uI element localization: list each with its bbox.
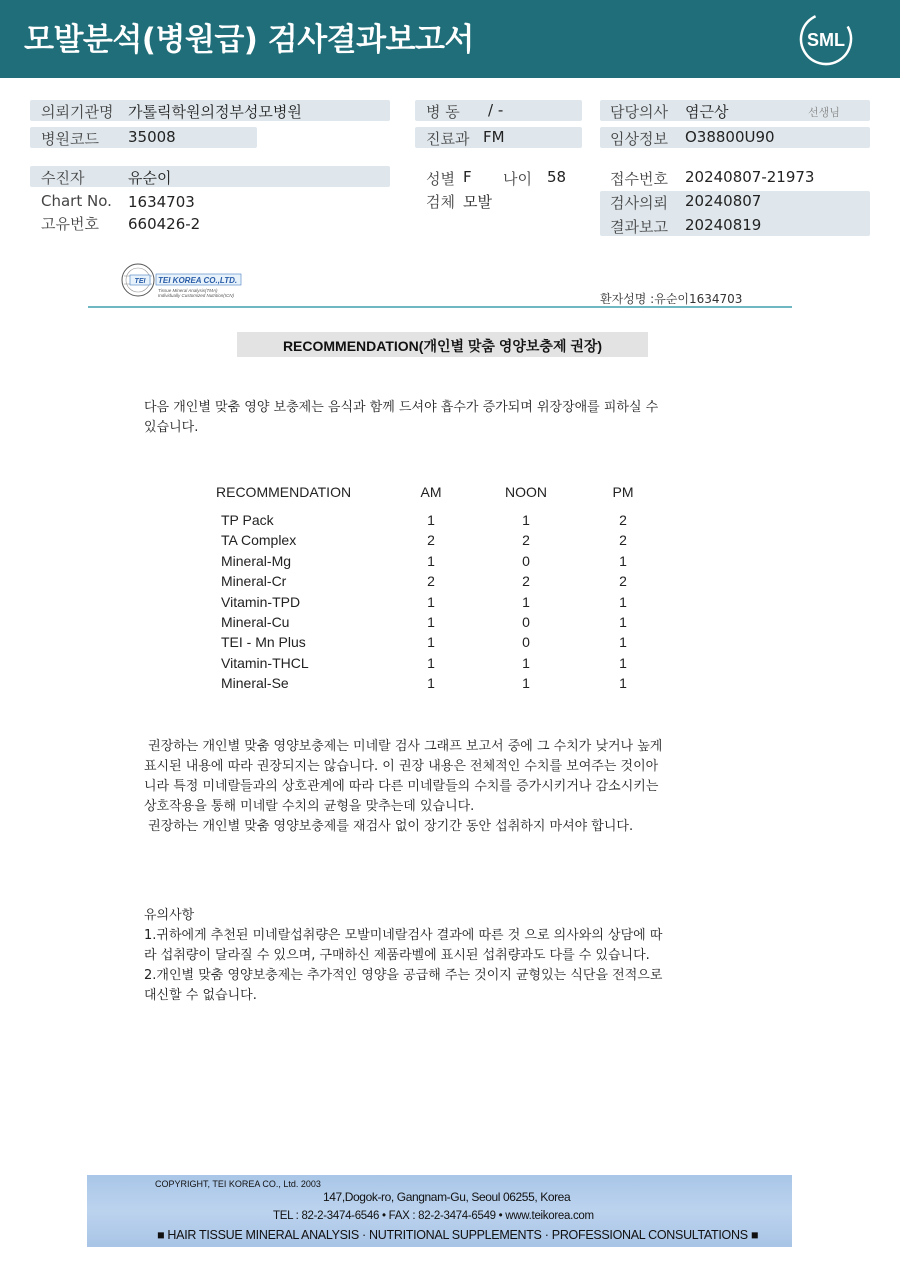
note-line: 권장하는 개인별 맞춤 영양보충제를 재검사 없이 장기간 동안 섭취하지 마셔야 합니다. xyxy=(144,819,634,834)
table-header-cell: PM xyxy=(612,484,634,500)
recommendation-title: RECOMMENDATION(개인별 맞춤 영양보충제 권장) xyxy=(282,338,603,354)
table-row-cell: 1 xyxy=(619,552,627,569)
table-row-cell: 1 xyxy=(619,675,627,692)
table-row-cell: 0 xyxy=(522,552,530,569)
chart-label: Chart No. xyxy=(41,192,112,210)
sml-logo-icon xyxy=(798,11,854,67)
tei-korea-logo-icon xyxy=(120,262,250,302)
intro-line: 다음 개인별 맞춤 영양 보충제는 음식과 함께 드셔야 흡수가 증가되며 위장장애를 피하실 수 xyxy=(144,400,659,415)
table-row-cell: 1 xyxy=(427,552,435,569)
institution-value: 가톨릭학원의정부성모병원 xyxy=(128,103,302,121)
doctor-suffix: 선생님 xyxy=(808,106,840,119)
report-value: 20240819 xyxy=(685,216,762,234)
patient-name-line: 환자성명 :유순이1634703 xyxy=(600,292,743,306)
table-row-cell: 1 xyxy=(619,654,627,671)
table-row-cell: 1 xyxy=(619,634,627,651)
clinical-value: O38800U90 xyxy=(685,128,775,146)
tei-logo-text: TEI KOREA CO.,LTD. xyxy=(158,276,238,285)
table-row-cell: 2 xyxy=(619,512,627,528)
table-row-name: Mineral-Cu xyxy=(221,614,290,630)
table-row-cell: 1 xyxy=(427,512,435,528)
chart-value: 1634703 xyxy=(128,193,195,211)
dept-value: FM xyxy=(483,128,505,146)
unique-value: 660426-2 xyxy=(128,215,201,233)
header-rule xyxy=(88,306,792,308)
table-row-name: Vitamin-TPD xyxy=(221,593,301,610)
intro-line: 있습니다. xyxy=(144,420,199,435)
hospital-code-label: 병원코드 xyxy=(41,130,99,148)
table-row-cell: 1 xyxy=(427,614,435,630)
table-row-cell: 2 xyxy=(427,573,435,590)
table-row-cell: 2 xyxy=(619,573,627,590)
patient-value: 유순이 xyxy=(128,169,172,187)
specimen-label: 검체 xyxy=(426,193,455,211)
clinical-label: 임상정보 xyxy=(610,130,668,148)
unique-label: 고유번호 xyxy=(41,215,99,233)
table-row-name: Vitamin-THCL xyxy=(221,654,309,671)
table-row-name: TP Pack xyxy=(221,512,274,528)
caution-line: 1.귀하에게 추천된 미네랄섭취량은 모발미네랄검사 결과에 따른 것 으로 의사와의 상담에 따 xyxy=(144,928,663,943)
table-row-name: Mineral-Cr xyxy=(221,573,287,590)
note-line: 상호작용을 통해 미네랄 수치의 균형을 맞추는데 있습니다. xyxy=(144,799,475,814)
table-row-cell: 1 xyxy=(619,614,627,630)
tei-logo-sub2: Individually Customized Nutrition(ICN) xyxy=(158,293,235,298)
table-row-name: TA Complex xyxy=(221,532,297,549)
dept-label: 진료과 xyxy=(426,130,470,148)
receipt-label: 접수번호 xyxy=(610,170,668,188)
request-label: 검사의뢰 xyxy=(610,194,668,212)
table-row-cell: 2 xyxy=(522,573,530,590)
table-row-cell: 1 xyxy=(427,634,435,651)
caution-line: 유의사항 xyxy=(144,908,195,923)
age-label: 나이 xyxy=(503,170,532,188)
sml-logo-text: SML xyxy=(807,30,845,50)
table-row-cell: 1 xyxy=(522,512,530,528)
table-row-name: TEI - Mn Plus xyxy=(221,634,306,651)
footer-contact: TEL : 82-2-3474-6546 • FAX : 82-2-3474-6549 • www.teikorea.com xyxy=(273,1210,594,1222)
footer-address: 147,Dogok-ro, Gangnam-Gu, Seoul 06255, Korea xyxy=(323,1190,571,1204)
table-row-cell: 1 xyxy=(619,593,627,610)
table-header-cell: RECOMMENDATION xyxy=(216,484,352,500)
age-value: 58 xyxy=(547,168,567,186)
caution-line: 2.개인별 맞춤 영양보충제는 추가적인 영양을 공급해 주는 것이지 균형있는 식단을 전적으로 xyxy=(144,968,663,983)
table-row-cell: 2 xyxy=(522,532,530,549)
caution-line: 라 섭취량이 달라질 수 있으며, 구매하신 제품라벨에 표시된 섭취량과도 다를 수 있습니다. xyxy=(144,948,650,963)
hospital-code-value: 35008 xyxy=(128,128,176,146)
tei-logo-sub1: Tissue Mineral Analysis(TMA) xyxy=(158,288,218,293)
table-row-cell: 2 xyxy=(619,532,627,549)
note-line: 권장하는 개인별 맞춤 영양보충제는 미네랄 검사 그래프 보고서 중에 그 수치가 낮거나 높게 xyxy=(144,739,663,754)
table-row-cell: 1 xyxy=(522,593,530,610)
caution-paragraph xyxy=(144,906,662,1006)
table-row-cell: 1 xyxy=(427,675,435,692)
table-row-cell: 0 xyxy=(522,634,530,651)
note-line: 니라 특정 미네랄들과의 상호관계에 따라 다른 미네랄들의 수치를 증가시키거나 감소시키는 xyxy=(144,779,659,794)
doctor-value: 염근상 xyxy=(685,103,729,121)
patient-label: 수진자 xyxy=(41,169,85,187)
table-row-cell: 1 xyxy=(522,654,530,671)
caution-line: 대신할 수 없습니다. xyxy=(144,988,257,1003)
ward-value: / - xyxy=(488,101,504,119)
recommendation-title-box xyxy=(237,332,648,357)
report-label: 결과보고 xyxy=(610,218,668,236)
report-header xyxy=(0,0,900,78)
sex-value: F xyxy=(463,168,472,186)
table-row-cell: 1 xyxy=(522,675,530,692)
note-line: 표시된 내용에 따라 권장되지는 않습니다. 이 권장 내용은 전체적인 수치를 보여주는 것이아 xyxy=(144,759,659,774)
report-title: 모발분석(병원급) 검사결과보고서 xyxy=(24,22,474,58)
footer-tagline: ■ HAIR TISSUE MINERAL ANALYSIS · NUTRITIONAL SUPPLEMENTS · PROFESSIONAL CONSULTATIONS ■ xyxy=(157,1228,759,1242)
request-value: 20240807 xyxy=(685,192,762,210)
table-row-cell: 2 xyxy=(427,532,435,549)
sex-label: 성별 xyxy=(426,170,455,188)
tei-mark: TEI xyxy=(134,278,146,285)
footer-banner xyxy=(87,1175,792,1247)
institution-label: 의뢰기관명 xyxy=(41,103,114,121)
table-header-cell: NOON xyxy=(505,484,547,500)
table-row-name: Mineral-Mg xyxy=(221,552,292,569)
receipt-value: 20240807-21973 xyxy=(685,168,815,186)
ward-label: 병 동 xyxy=(426,103,460,121)
intro-paragraph xyxy=(144,398,658,438)
table-header-cell: AM xyxy=(420,484,442,500)
table-row-cell: 1 xyxy=(427,593,435,610)
footer-copyright: COPYRIGHT, TEI KOREA CO., Ltd. 2003 xyxy=(155,1179,321,1189)
doctor-label: 담당의사 xyxy=(610,103,668,121)
table-row-cell: 0 xyxy=(522,614,530,630)
note-paragraph xyxy=(144,737,662,837)
table-row-name: Mineral-Se xyxy=(221,675,289,692)
specimen-value: 모발 xyxy=(463,193,492,211)
table-row-cell: 1 xyxy=(427,654,435,671)
